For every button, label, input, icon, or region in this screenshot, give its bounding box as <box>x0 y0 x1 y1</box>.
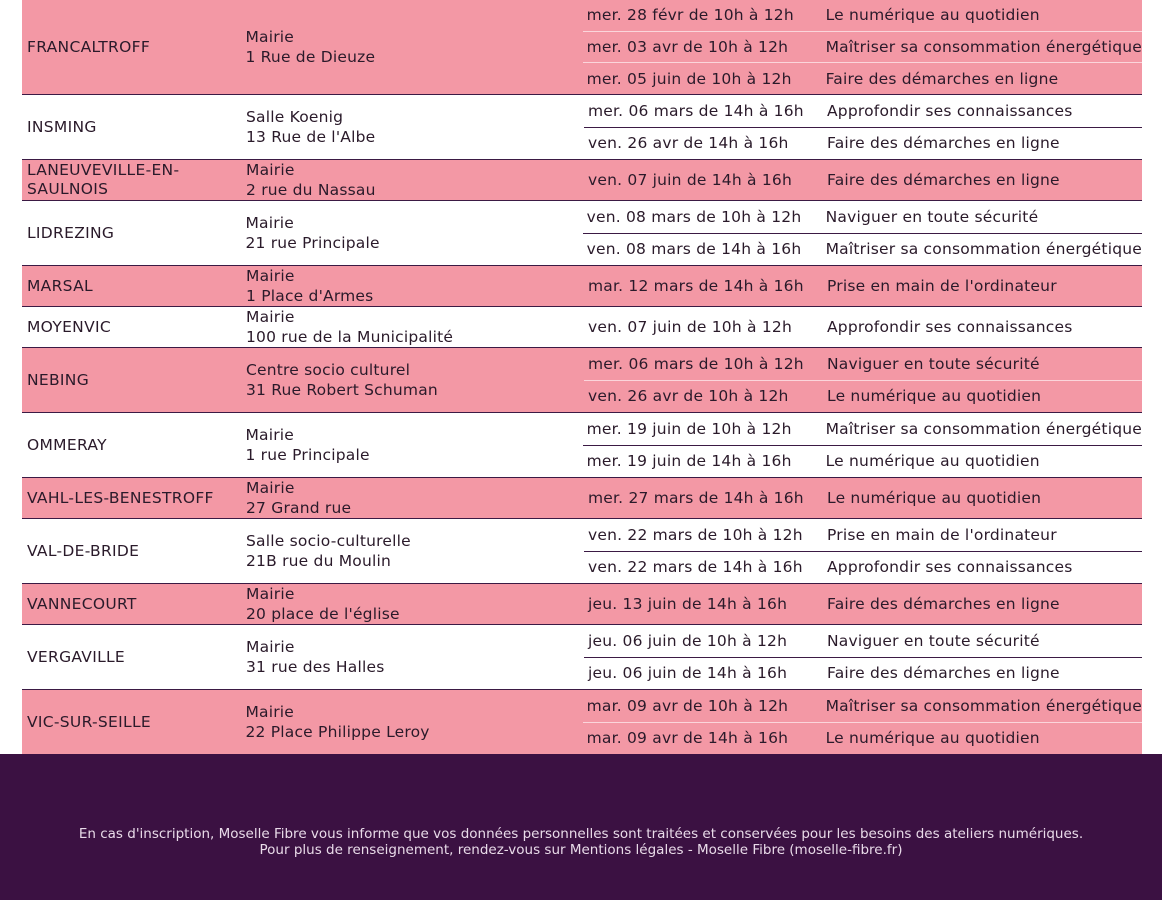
workshop-title: Faire des démarches en ligne <box>827 171 1060 189</box>
session-row <box>583 722 1142 755</box>
commune-name: MARSAL <box>27 276 93 295</box>
session-row <box>584 266 1142 306</box>
workshop-title: Faire des démarches en ligne <box>827 595 1060 613</box>
workshop-title: Maîtriser sa consommation énergétique <box>825 240 1142 259</box>
venue-street: 21B rue du Moulin <box>246 552 392 570</box>
sessions-list <box>583 307 1142 347</box>
sessions-list <box>582 690 1142 754</box>
session-row <box>584 348 1142 380</box>
sessions-list <box>583 95 1142 159</box>
venue-street: 22 Place Philippe Leroy <box>245 723 430 741</box>
session-row <box>584 584 1142 624</box>
schedule-table <box>22 0 1142 755</box>
session-row <box>583 31 1142 63</box>
venue-name: Mairie <box>245 214 295 232</box>
venue-street: 20 place de l'église <box>246 605 400 623</box>
commune-name: OMMERAY <box>27 435 107 454</box>
session-date: mer. 03 avr de 10h à 12h <box>586 38 789 56</box>
workshop-title: Prise en main de l'ordinateur <box>827 277 1057 295</box>
venue-name: Mairie <box>246 161 295 179</box>
session-date: ven. 26 avr de 10h à 12h <box>588 387 789 406</box>
commune-name: LIDREZING <box>27 223 115 242</box>
venue-street: 27 Grand rue <box>246 499 352 517</box>
session-row <box>584 95 1142 127</box>
session-date: mar. 09 avr de 10h à 12h <box>586 696 789 715</box>
session-date: ven. 08 mars de 14h à 16h <box>586 240 802 259</box>
sessions-list <box>582 0 1142 94</box>
commune-name: VIC-SUR-SEILLE <box>27 712 151 731</box>
workshop-title: Le numérique au quotidien <box>827 387 1042 406</box>
commune-group <box>22 519 1142 584</box>
venue-street: 1 Place d'Armes <box>246 287 374 305</box>
venue-name: Mairie <box>246 638 295 656</box>
commune-group <box>22 584 1142 625</box>
venue-street: 31 Rue Robert Schuman <box>246 381 438 399</box>
venue-name: Salle socio-culturelle <box>246 532 411 550</box>
workshop-title: Faire des démarches en ligne <box>827 134 1060 153</box>
session-row <box>583 233 1142 266</box>
venue-name: Mairie <box>246 308 295 326</box>
session-date: mar. 12 mars de 14h à 16h <box>588 277 804 295</box>
venue-street: 1 Rue de Dieuze <box>245 48 376 66</box>
workshop-title: Prise en main de l'ordinateur <box>827 525 1057 544</box>
venue-address <box>245 201 581 265</box>
venue-street: 2 rue du Nassau <box>246 181 376 199</box>
commune-group <box>22 0 1142 95</box>
sessions-list <box>583 584 1142 624</box>
sessions-list <box>583 348 1142 412</box>
venue-name: Mairie <box>245 28 295 46</box>
workshop-title: Approfondir ses connaissances <box>827 101 1073 120</box>
commune-group <box>22 413 1142 478</box>
session-row <box>583 201 1142 233</box>
workshop-title: Faire des démarches en ligne <box>827 664 1060 683</box>
session-date: jeu. 06 juin de 14h à 16h <box>588 664 788 683</box>
venue-street: 13 Rue de l'Albe <box>246 128 376 146</box>
session-date: mer. 06 mars de 14h à 16h <box>588 101 804 120</box>
session-row <box>583 62 1142 94</box>
venue-street: 100 rue de la Municipalité <box>246 328 454 346</box>
session-date: mer. 27 mars de 14h à 16h <box>588 489 804 507</box>
session-date: ven. 08 mars de 10h à 12h <box>586 207 802 226</box>
sessions-list <box>583 160 1142 200</box>
workshop-title: Maîtriser sa consommation énergétique <box>825 696 1142 715</box>
venue-name: Salle Koenig <box>246 108 344 126</box>
venue-address <box>246 625 583 689</box>
venue-address <box>246 348 583 412</box>
workshop-title: Faire des démarches en ligne <box>825 69 1059 88</box>
commune-name: LANEUVEVILLE-EN-SAULNOIS <box>27 161 180 198</box>
session-row <box>584 519 1142 551</box>
venue-address <box>246 95 583 159</box>
venue-name: Mairie <box>246 479 295 497</box>
workshop-title: Approfondir ses connaissances <box>827 318 1073 336</box>
session-date: mer. 19 juin de 14h à 16h <box>586 452 792 471</box>
commune-name: VAL-DE-BRIDE <box>27 541 140 560</box>
commune-group <box>22 690 1142 755</box>
session-row <box>584 380 1142 413</box>
sessions-list <box>582 201 1142 265</box>
commune-name: NEBING <box>27 370 89 389</box>
venue-address <box>246 584 583 624</box>
venue-address <box>246 266 583 306</box>
workshop-title: Maîtriser sa consommation énergétique <box>825 419 1142 438</box>
venue-address <box>245 413 581 477</box>
session-date: ven. 22 mars de 10h à 12h <box>588 525 803 544</box>
session-row <box>583 0 1142 31</box>
commune-group <box>22 348 1142 413</box>
venue-name: Mairie <box>245 426 295 444</box>
venue-address <box>246 519 583 583</box>
footer-legal-link-text: Pour plus de renseignement, rendez-vous sur Mentions légales - Moselle Fibre (moselle-fibre.fr) <box>259 842 903 858</box>
commune-group <box>22 266 1142 307</box>
workshop-title: Le numérique au quotidien <box>825 452 1040 471</box>
workshop-title: Naviguer en toute sécurité <box>827 631 1040 650</box>
workshop-title: Naviguer en toute sécurité <box>827 354 1040 373</box>
commune-name: VERGAVILLE <box>27 647 126 666</box>
session-row <box>584 625 1142 657</box>
commune-group <box>22 160 1142 201</box>
session-date: mar. 09 avr de 14h à 16h <box>586 729 789 748</box>
session-date: ven. 26 avr de 14h à 16h <box>588 134 789 153</box>
session-row <box>584 551 1142 584</box>
session-date: jeu. 13 juin de 14h à 16h <box>588 595 788 613</box>
venue-street: 31 rue des Halles <box>246 658 385 676</box>
venue-address <box>245 0 581 94</box>
commune-name: INSMING <box>27 117 97 136</box>
sessions-list <box>583 266 1142 306</box>
session-row <box>584 160 1142 200</box>
session-date: mer. 19 juin de 10h à 12h <box>586 419 792 438</box>
venue-name: Mairie <box>246 585 295 603</box>
commune-name: MOYENVIC <box>27 317 111 336</box>
workshop-title: Approfondir ses connaissances <box>827 558 1073 577</box>
commune-group <box>22 95 1142 160</box>
venue-name: Mairie <box>246 267 295 285</box>
footer <box>0 754 1162 900</box>
commune-group <box>22 307 1142 348</box>
session-row <box>583 413 1142 445</box>
sessions-list <box>583 625 1142 689</box>
workshop-title: Le numérique au quotidien <box>825 729 1040 748</box>
workshop-title: Naviguer en toute sécurité <box>825 207 1039 226</box>
session-date: ven. 07 juin de 14h à 16h <box>588 171 792 189</box>
commune-group <box>22 201 1142 266</box>
session-row <box>583 445 1142 478</box>
session-row <box>584 127 1142 160</box>
session-date: mer. 05 juin de 10h à 12h <box>586 69 792 88</box>
sessions-list <box>583 519 1142 583</box>
venue-street: 21 rue Principale <box>245 234 380 252</box>
commune-group <box>22 625 1142 690</box>
session-date: mer. 06 mars de 10h à 12h <box>588 354 804 373</box>
venue-address <box>245 690 581 754</box>
session-row <box>584 657 1142 690</box>
sessions-list <box>583 478 1142 518</box>
session-date: jeu. 06 juin de 10h à 12h <box>588 631 788 650</box>
venue-address <box>246 160 583 200</box>
session-row <box>583 690 1142 722</box>
venue-address <box>246 478 583 518</box>
venue-street: 1 rue Principale <box>245 446 370 464</box>
workshop-title: Le numérique au quotidien <box>827 489 1042 507</box>
footer-privacy-notice: En cas d'inscription, Moselle Fibre vous informe que vos données personnelles sont traitées et conservées pour les besoins des ateliers numériques. <box>78 826 1084 842</box>
session-date: ven. 22 mars de 14h à 16h <box>588 558 803 577</box>
session-row <box>584 307 1142 347</box>
workshop-title: Maîtriser sa consommation énergétique <box>825 38 1142 56</box>
session-row <box>584 478 1142 518</box>
commune-name: FRANCALTROFF <box>27 37 151 56</box>
venue-name: Mairie <box>245 703 295 721</box>
session-date: ven. 07 juin de 10h à 12h <box>588 318 792 336</box>
sessions-list <box>582 413 1142 477</box>
commune-group <box>22 478 1142 519</box>
commune-name: VAHL-LES-BENESTROFF <box>27 488 214 507</box>
venue-name: Centre socio culturel <box>246 361 411 379</box>
session-date: mer. 28 févr de 10h à 12h <box>586 6 794 25</box>
commune-name: VANNECOURT <box>27 594 137 613</box>
workshop-title: Le numérique au quotidien <box>825 6 1040 25</box>
venue-address <box>246 307 583 347</box>
